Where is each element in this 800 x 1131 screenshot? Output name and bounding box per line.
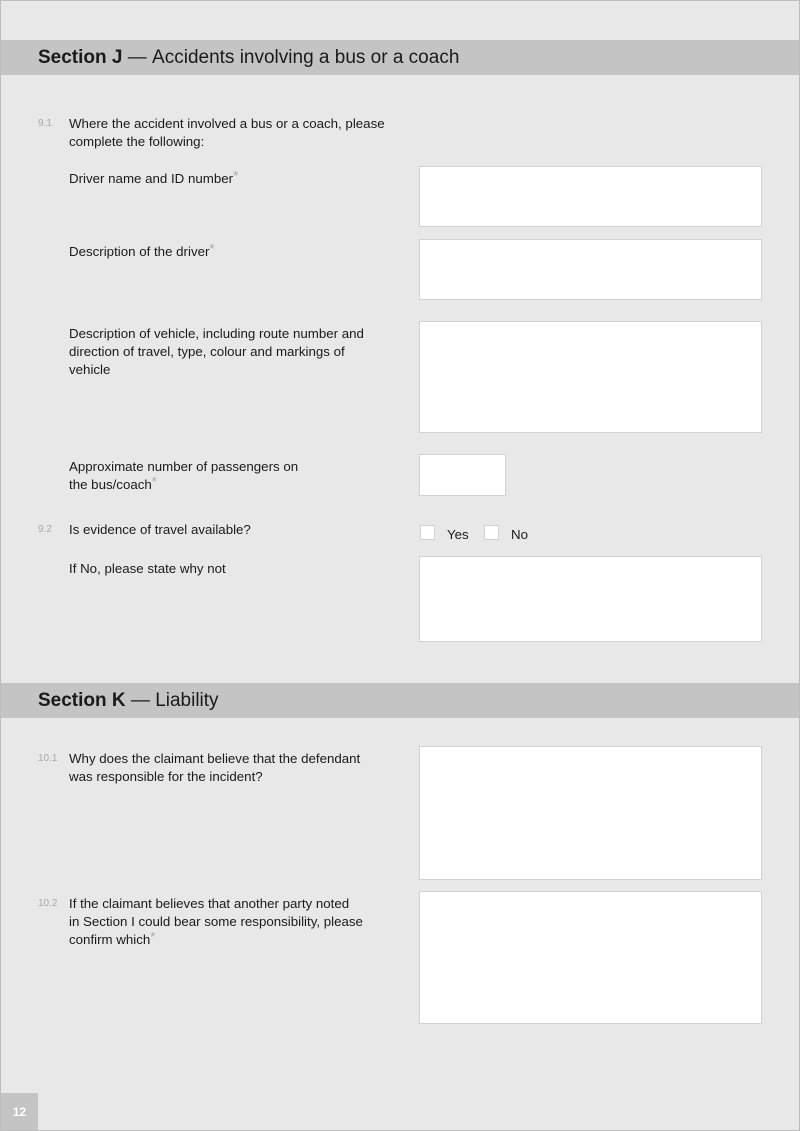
section-j-separator: —	[122, 46, 153, 68]
section-k-title: Liability	[155, 689, 219, 711]
page-number: 12	[1, 1093, 38, 1130]
passengers-label-line2-wrap	[69, 476, 399, 494]
question-9-1-text: Where the accident involved a bus or a coach, please complete the following:	[69, 116, 385, 149]
section-j-header	[1, 40, 799, 75]
question-10-1-line1: Why does the claimant believe that the defendant	[69, 751, 361, 766]
driver-name-label-text: Driver name and ID number	[69, 171, 234, 186]
if-no-label: If No, please state why not	[69, 561, 226, 576]
question-10-1-line2: was responsible for the incident?	[69, 769, 263, 784]
question-number-10-1: 10.1	[38, 753, 58, 764]
passengers-label-line2: the bus/coach	[69, 477, 152, 492]
driver-name-label	[69, 170, 399, 188]
section-k-letter: Section K	[38, 689, 126, 711]
required-marker: *	[209, 241, 215, 256]
question-9-2-text: Is evidence of travel available?	[69, 522, 251, 537]
section-k-separator: —	[125, 689, 156, 711]
passengers-field[interactable]	[419, 454, 506, 496]
question-10-2-text	[69, 895, 399, 949]
vehicle-description-label: Description of vehicle, including route number and direction of travel, type, colour and markings of vehicle	[69, 326, 364, 377]
required-marker: *	[151, 474, 157, 489]
yes-label: Yes	[447, 527, 469, 542]
question-number-9-2: 9.2	[38, 524, 52, 535]
passengers-label	[69, 458, 399, 494]
yes-checkbox[interactable]	[420, 525, 435, 540]
if-no-reason-field[interactable]	[419, 556, 762, 642]
other-party-field[interactable]	[419, 891, 762, 1024]
passengers-label-line1: Approximate number of passengers on	[69, 459, 299, 474]
no-label: No	[511, 527, 528, 542]
section-j-letter: Section J	[38, 46, 123, 68]
section-j-title: Accidents involving a bus or a coach	[152, 46, 460, 68]
question-10-2-line3-wrap	[69, 931, 399, 949]
driver-description-label-text: Description of the driver	[69, 244, 210, 259]
question-number-10-2: 10.2	[38, 898, 58, 909]
question-number-9-1: 9.1	[38, 118, 52, 129]
question-10-2-line1: If the claimant believes that another party noted	[69, 896, 350, 911]
driver-description-label	[69, 243, 399, 261]
question-10-1-text	[69, 750, 399, 786]
question-10-2-line2: in Section I could bear some responsibility, please	[69, 914, 363, 929]
required-marker: *	[150, 929, 156, 944]
question-10-2-line3: confirm which	[69, 932, 151, 947]
vehicle-description-field[interactable]	[419, 321, 762, 433]
required-marker: *	[233, 168, 239, 183]
no-checkbox[interactable]	[484, 525, 499, 540]
driver-name-field[interactable]	[419, 166, 762, 227]
section-k-header	[1, 683, 799, 718]
driver-description-field[interactable]	[419, 239, 762, 300]
liability-reason-field[interactable]	[419, 746, 762, 880]
